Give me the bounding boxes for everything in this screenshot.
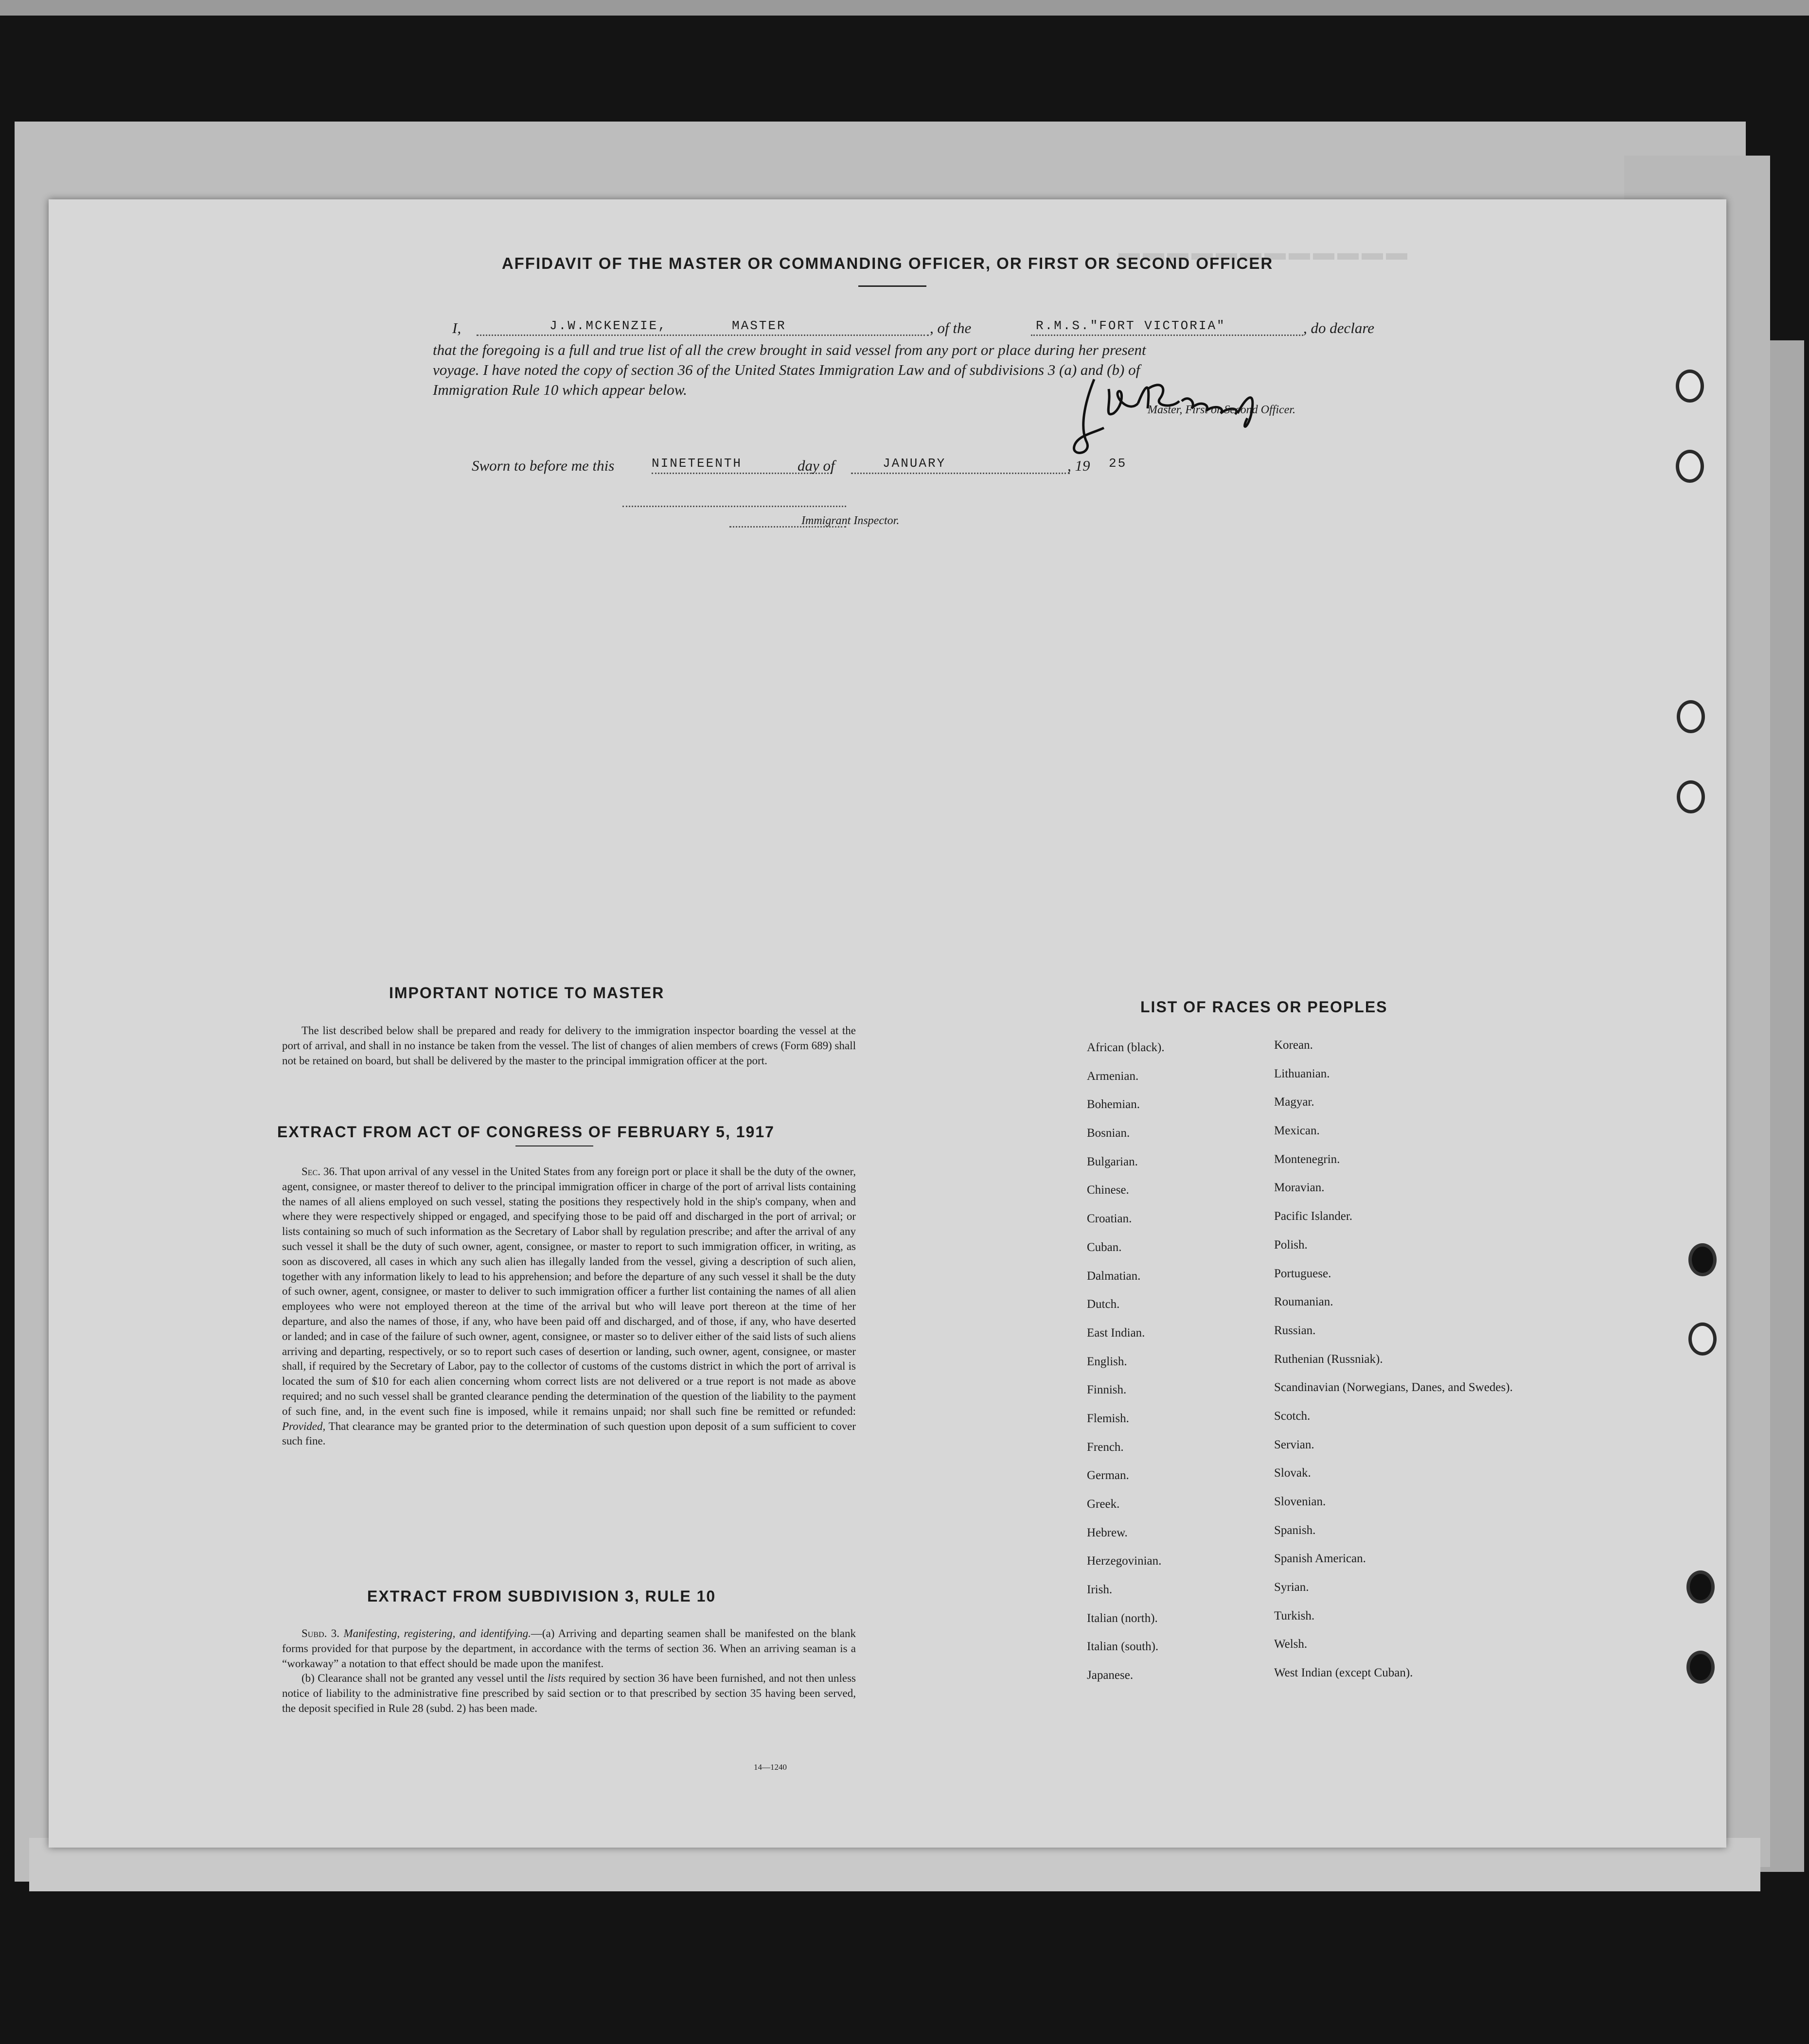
proviso-text: That clearance may be granted prior to the determination of such question upon deposit of a sum sufficient to cover such fine. — [282, 1420, 856, 1447]
race-item: Spanish. — [1274, 1523, 1316, 1537]
race-item: Magyar. — [1274, 1095, 1314, 1109]
affidavit-title: AFFIDAVIT OF THE MASTER OR COMMANDING OFFICER, OR FIRST OR SECOND OFFICER — [501, 254, 1274, 272]
race-item: English. — [1087, 1355, 1127, 1368]
rule-10-text — [282, 1626, 856, 1716]
affidavit-page — [49, 199, 1726, 1848]
para-b-label: (b) — [302, 1672, 315, 1685]
punch-hole — [1676, 370, 1704, 403]
race-item: Croatian. — [1087, 1212, 1132, 1226]
race-item: Hebrew. — [1087, 1526, 1128, 1539]
race-item: Greek. — [1087, 1498, 1120, 1511]
sworn-text: Sworn to before me this — [472, 457, 615, 474]
race-item: Russian. — [1274, 1323, 1316, 1337]
inspector-caption: Immigrant Inspector. — [801, 514, 900, 527]
sworn-day: NINETEENTH — [652, 456, 743, 471]
notice-text — [282, 1023, 856, 1068]
punch-hole — [1688, 1243, 1717, 1276]
master-rank: MASTER — [732, 318, 786, 333]
race-item: East Indian. — [1087, 1326, 1145, 1339]
declaration-body-line-1: that the foregoing is a full and true list of all the crew brought in said vessel from any port or place during her present — [433, 341, 1146, 358]
para-a-text: Arriving and departing seamen shall be manifested on the blank forms provided for that purpose by the department, in accordance with the terms of section 36. When an arriving seaman is a “workaway” a notation to that effect should be made upon the manifest. — [282, 1627, 856, 1670]
race-item: Italian (north). — [1087, 1611, 1158, 1625]
day-of-text: day of — [798, 457, 835, 474]
bleed-through-text: ▬▬▬▬▬▬▬▬▬▬▬▬ — [1118, 241, 1410, 264]
race-item: Welsh. — [1274, 1638, 1308, 1651]
race-item: Flemish. — [1087, 1411, 1129, 1425]
subdivision-label: Subd. 3. — [302, 1627, 340, 1639]
section-36-body: That upon arrival of any vessel in the United States from any foreign port or place it shall be the duty of the owner, agent, consignee, or master thereof to deliver to the principal immigration officer in charge of the port of arrival lists containing the names of all aliens employed on such vessel, stating the positions they respectively hold in the ship's company, when and where they were respectively shipped or engaged, and specifying those to be paid off and discharged in the port of arrival; or lists containing so much of such information as the Secretary of Labor shall by regulation prescribe; and after the arrival of any such vessel it shall be the duty of such owner, agent, consignee, or master to report to such immigration officer, in writing, as soon as discovered, all cases in which any such alien has illegally landed from the vessel, giving a description of such alien, together with any information likely to lead to his apprehension; and before the departure of any such vessel it shall be the duty of such owner, agent, consignee, or master to deliver to such immigration officer a further list containing the names of all alien employees who were not employed thereon at the time of the arrival but who will leave port thereon at the time of her departure, and also the names of those, if any, who have been paid off and discharged, and of those, if any, who have deserted or landed; and in case of the failure of such owner, agent, consignee, or master so to deliver either of the said lists of such aliens arriving and departing, respectively, or so to report such cases of desertion or landing, such owner, agent, consignee, or master shall, if required by the Secretary of Labor, pay to the collector of customs of the customs district in which the port of arrival is located the sum of $10 for each alien concerning whom correct lists are not delivered or a true report is not made as above required; and no such vessel shall be granted clearance pending the determination of the question of the liability to the payment of such fine, and, in the event such fine is imposed, while it remains unpaid; nor shall such fine be remitted or refunded: — [282, 1165, 856, 1417]
races-heading: LIST OF RACES OR PEOPLES — [1140, 998, 1388, 1016]
race-item: Syrian. — [1274, 1581, 1309, 1594]
para-b-lists: lists — [547, 1672, 566, 1685]
race-item: Cuban. — [1087, 1240, 1122, 1254]
section-36-text — [282, 1164, 856, 1449]
race-item: Turkish. — [1274, 1609, 1315, 1622]
name-fill-line — [477, 335, 929, 336]
subdivision-title: Manifesting, registering, and identifying. — [343, 1627, 531, 1639]
inspector-signature-line — [622, 506, 846, 507]
race-item: Japanese. — [1087, 1669, 1134, 1682]
race-item: Finnish. — [1087, 1383, 1127, 1397]
race-item: Montenegrin. — [1274, 1152, 1340, 1166]
master-name: J.W.MCKENZIE, — [550, 318, 667, 333]
sworn-month: JANUARY — [883, 456, 946, 471]
race-item: Ruthenian (Russniak). — [1274, 1352, 1383, 1366]
race-item: Armenian. — [1087, 1069, 1139, 1083]
race-item: Scotch. — [1274, 1409, 1311, 1423]
para-b-text-1: Clearance shall not be granted any vessel until the — [318, 1672, 545, 1685]
signature-caption: Master, First or Second Officer. — [1148, 404, 1295, 416]
race-item: Moravian. — [1274, 1181, 1325, 1195]
race-item: Dalmatian. — [1087, 1269, 1141, 1283]
proviso-word: Provided, — [282, 1420, 326, 1432]
race-item: Polish. — [1274, 1238, 1308, 1251]
notice-paragraph: The list described below shall be prepared and ready for delivery to the immigration inspector boarding the vessel at the port of arrival, and shall in no instance be taken from the vessel. The list of changes of alien members of crews (Form 689) shall not be retained on board, but shall be delivered by the master to the principal immigration officer at the port. — [282, 1024, 856, 1067]
section-label: Sec. 36. — [302, 1165, 337, 1178]
year-prefix: , 19 — [1067, 457, 1090, 474]
race-item: African (black). — [1087, 1041, 1165, 1054]
races-column-1 — [1087, 1040, 1165, 1697]
race-item: West Indian (except Cuban). — [1274, 1666, 1413, 1680]
punch-hole — [1686, 1570, 1715, 1603]
punch-hole — [1677, 780, 1705, 813]
act-extract-heading: EXTRACT FROM ACT OF CONGRESS OF FEBRUARY 5, 1917 — [277, 1123, 775, 1141]
race-item: Italian (south). — [1087, 1640, 1159, 1654]
vessel-name: R.M.S."FORT VICTORIA" — [1036, 318, 1226, 333]
race-item: Portuguese. — [1274, 1267, 1331, 1280]
vessel-fill-line — [1031, 335, 1303, 336]
race-item: Servian. — [1274, 1438, 1314, 1451]
race-item: Bosnian. — [1087, 1127, 1130, 1140]
race-item: French. — [1087, 1440, 1124, 1454]
notice-heading: IMPORTANT NOTICE TO MASTER — [389, 984, 665, 1002]
punch-hole — [1676, 450, 1704, 483]
punch-hole — [1686, 1651, 1715, 1684]
para-b-text-2: required by section 36 have been furnished, and not then unless notice of liability to the administrative fine prescribed by said section or to that prescribed by section 35 having been served, the deposit specified in Rule 28 (subd. 2) has been made. — [282, 1672, 856, 1714]
punch-hole — [1677, 700, 1705, 733]
race-item: Mexican. — [1274, 1124, 1320, 1138]
race-item: Irish. — [1087, 1583, 1113, 1597]
race-item: German. — [1087, 1469, 1129, 1482]
para-a-label: —(a) — [531, 1627, 555, 1639]
race-item: Slovak. — [1274, 1466, 1311, 1480]
race-item: Roumanian. — [1274, 1295, 1333, 1309]
races-column-2 — [1274, 1038, 1513, 1694]
form-number: 14—1240 — [754, 1762, 787, 1772]
month-fill-line — [851, 473, 1070, 474]
race-item: Bohemian. — [1087, 1098, 1140, 1111]
race-item: Spanish American. — [1274, 1552, 1366, 1566]
act-heading-rule — [515, 1145, 593, 1146]
scanner-top-edge — [0, 0, 1809, 16]
race-item: Slovenian. — [1274, 1495, 1326, 1508]
declaration-pronoun: I, — [452, 319, 461, 336]
race-item: Bulgarian. — [1087, 1155, 1138, 1168]
declaration-body-line-2: voyage. I have noted the copy of section 36 of the United States Immigration Law and of subdivisions 3 (a) and (b) of — [433, 361, 1140, 378]
race-item: Scandinavian (Norwegians, Danes, and Swedes). — [1274, 1381, 1513, 1394]
of-the-text: , of the — [930, 319, 972, 336]
race-item: Dutch. — [1087, 1298, 1120, 1311]
title-underline — [858, 285, 926, 287]
declare-text: , do declare — [1303, 319, 1375, 336]
race-item: Herzegovinian. — [1087, 1554, 1162, 1568]
race-item: Korean. — [1274, 1039, 1313, 1052]
declaration-body-line-3: Immigration Rule 10 which appear below. — [433, 381, 687, 398]
punch-hole — [1688, 1322, 1717, 1356]
race-item: Chinese. — [1087, 1183, 1129, 1197]
race-item: Lithuanian. — [1274, 1067, 1330, 1080]
rule-extract-heading: EXTRACT FROM SUBDIVISION 3, RULE 10 — [367, 1587, 716, 1605]
sworn-year: 25 — [1109, 456, 1127, 471]
race-item: Pacific Islander. — [1274, 1210, 1353, 1223]
